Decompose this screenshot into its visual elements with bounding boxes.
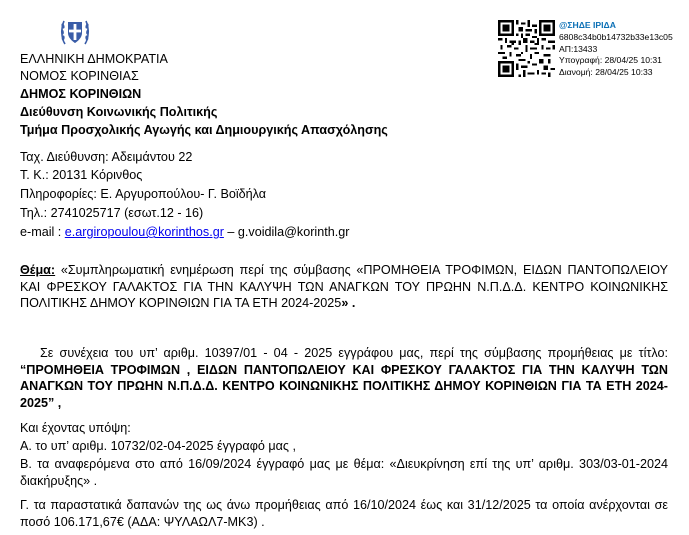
stamp-ap: ΑΠ:13433 [559,43,598,54]
email-line [20,224,349,240]
qr-code-icon [498,20,555,77]
greek-emblem-icon [58,14,92,48]
phone-label: Τηλ.: 2741025717 (εσωτ.12 - 16) [20,206,204,220]
subject-end: » . [341,296,356,311]
intro-paragraph [20,345,668,411]
contract-title: “ΠΡΟΜΗΘΕΙΑ ΤΡΟΦΙΜΩΝ , ΕΙΔΩΝ ΠΑΝΤΟΠΩΛΕΙΟΥ ΚΑΙ ΦΡΕΣΚΟΥ ΓΑΛΑΚΤΟΣ ΓΙΑ ΤΗΝ ΚΑΛΥΨΗ ΤΩΝ ΑΝΑΓΚΩΝ ΤΟΥ ΠΡΩΗΝ Ν.Π.Δ.Δ. ΚΕΝΤΡΟ ΚΟΙΝΩΝΙΚΗΣ ΠΟΛΙΤΙΚΗΣ ΔΗΜΟΥ ΚΟΡΙΝΘΙΩΝ ΓΙΑ ΤΑ ΕΤΗ 2024-2025” , [20,362,668,410]
stamp-signed: Υπογραφή: 28/04/25 10:31 [559,55,662,66]
item-c: Γ. τα παραστατικά δαπανών της ως άνω προμήθειας από 16/10/2024 έως και 31/12/2025 τα οποία ανέρχονται σε ποσό 106.171,67€ (ΑΔΑ: ΨΥΛΑΩΛ7-ΜΚ3) . [20,498,668,529]
intro-text: Σε συνέχεια του υπ’ αριθμ. 10397/01 - 04 - 2025 εγγράφου μας, περί της σύμβασης προμήθειας με τίτλο: [40,346,668,360]
email-secondary: – g.voidila@korinth.gr [223,225,350,239]
stamp-id: 6808c34b0b14732b33e13c05 [559,31,673,42]
subject-label: Θέμα: [20,263,56,277]
email-link[interactable]: e.argiropoulou@korinthos.gr [64,225,224,239]
signature-stamp [559,20,673,79]
municipality-label: ΔΗΜΟΣ ΚΟΡΙΝΘΙΩΝ [20,87,142,101]
department-label: Τμήμα Προσχολικής Αγωγής και Δημιουργικής Απασχόλησης [20,123,388,137]
info-label: Πληροφορίες: Ε. Αργυροπούλου- Γ. Βοϊδήλα [20,187,267,201]
considering-label: Και έχοντας υπόψη: [20,421,131,435]
republic-label: ΕΛΛΗΝΙΚΗ ΔΗΜΟΚΡΑΤΙΑ [20,52,168,66]
item-a: Α. το υπ’ αριθμ. 10732/02-04-2025 έγγραφό μας , [20,439,296,453]
subject-paragraph [20,262,668,312]
directorate-label: Διεύθυνση Κοινωνικής Πολιτικής [20,105,218,119]
email-label: e-mail : [20,225,65,239]
stamp-title: @ΣΗΔΕ ΙΡΙΔΑ [559,20,616,30]
item-b: Β. τα αναφερόμενα στο από 16/09/2024 έγγραφό μας με θέμα: «Διευκρίνηση επί της υπ’ αριθμ. 303/03-01-2024 διακήρυξης» . [20,457,668,488]
subject-text: «Συμπληρωματική ενημέρωση περί της σύμβασης «ΠΡΟΜΗΘΕΙΑ ΤΡΟΦΙΜΩΝ, ΕΙΔΩΝ ΠΑΝΤΟΠΩΛΕΙΟΥ ΚΑΙ ΦΡΕΣΚΟΥ ΓΑΛΑΚΤΟΣ ΓΙΑ ΤΗΝ ΚΑΛΥΨΗ ΤΩΝ ΑΝΑΓΚΩΝ ΤΟΥ ΠΡΩΗΝ Ν.Π.Δ.Δ. ΚΕΝΤΡΟ ΚΟΙΝΩΝΙΚΗΣ ΠΟΛΙΤΙΚΗΣ ΔΗΜΟΥ ΚΟΡΙΝΘΙΩΝ ΓΙΑ ΤΑ ΕΤΗ 2024-2025 [20,263,668,311]
prefecture-label: ΝΟΜΟΣ ΚΟΡΙΝΘΙΑΣ [20,69,139,83]
address-label: Ταχ. Διεύθυνση: Αδειμάντου 22 [20,150,193,164]
stamp-distributed: Διανομή: 28/04/25 10:33 [559,67,653,78]
postal-code-label: Τ. Κ.: 20131 Κόρινθος [20,168,143,182]
